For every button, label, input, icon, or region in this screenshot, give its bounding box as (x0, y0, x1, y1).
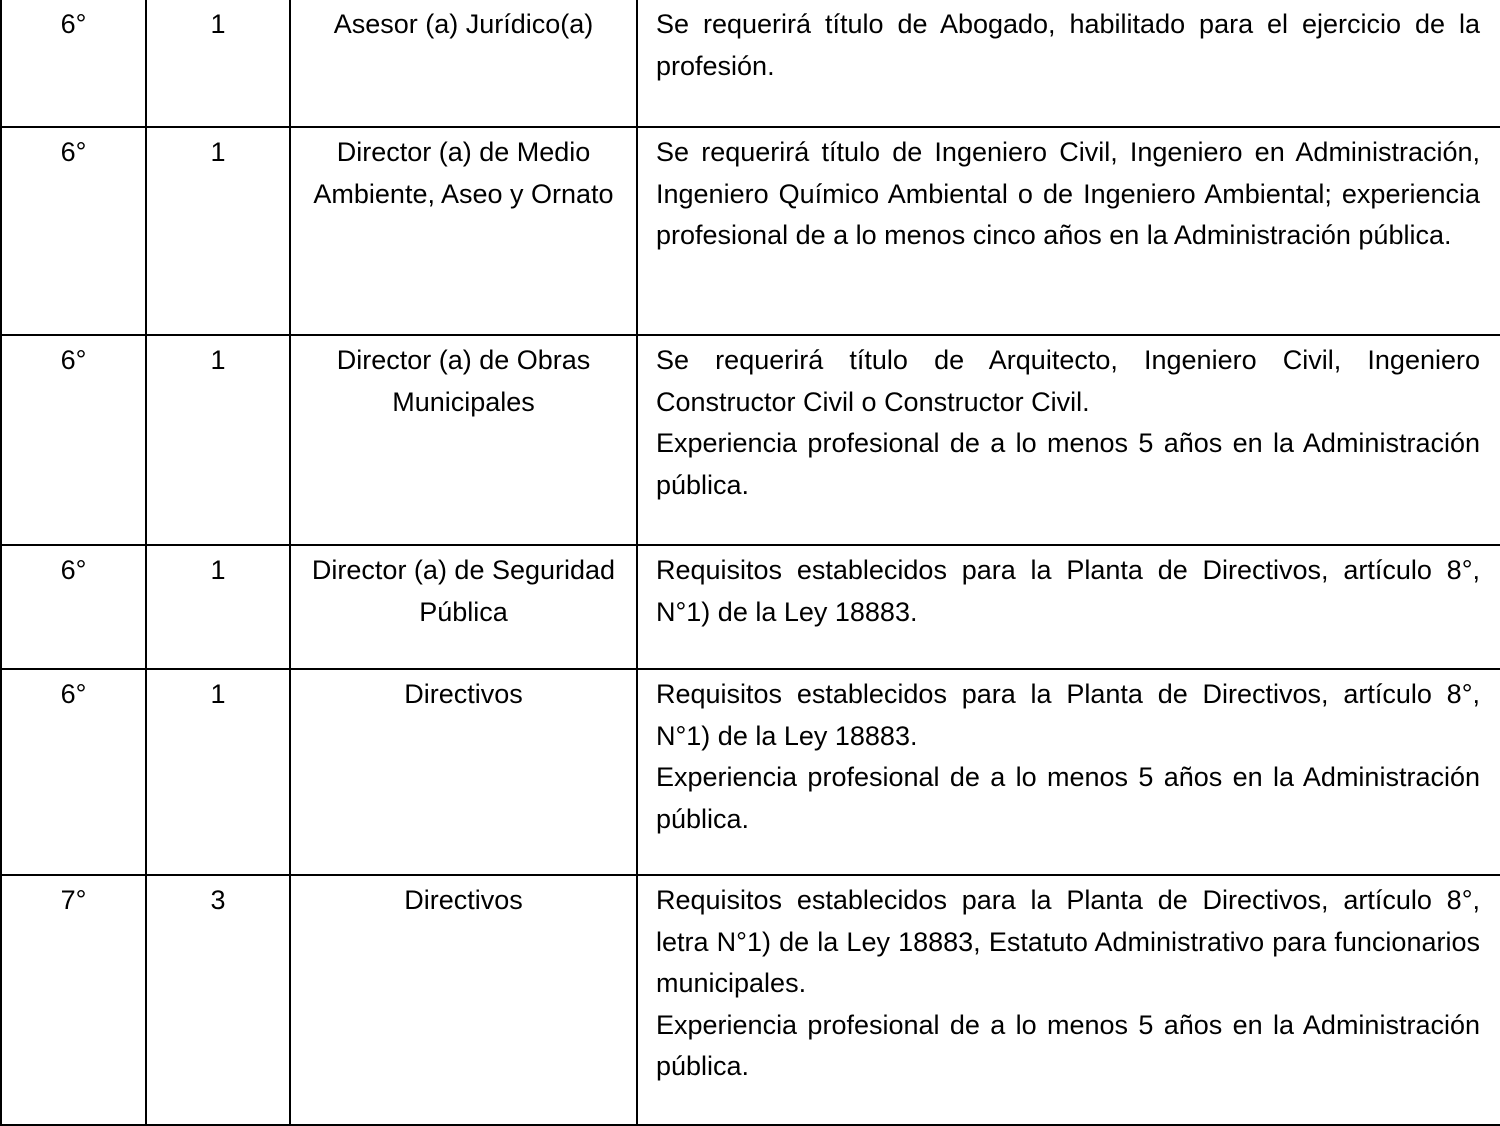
cantidad-cell: 1 (146, 127, 290, 335)
requisitos-cell (637, 335, 1500, 545)
requisitos-cell (637, 669, 1500, 875)
requisito-text: Experiencia profesional de a lo menos 5 años en la Administración pública. (656, 762, 1480, 834)
grado-cell: 7° (1, 875, 146, 1125)
table-row (1, 335, 1500, 545)
requisito-text: Se requerirá título de Arquitecto, Ingeniero Civil, Ingeniero Constructor Civil o Constructor Civil. (656, 345, 1480, 417)
grado-cell: 6° (1, 669, 146, 875)
requisito-text: Experiencia profesional de a lo menos 5 años en la Administración pública. (656, 1009, 1480, 1081)
grado-cell: 6° (1, 335, 146, 545)
requisito-text: Se requerirá título de Ingeniero Civil, Ingeniero en Administración, Ingeniero Químico Ambiental o de Ingeniero Ambiental; experiencia profesional de a lo menos cinco años en la Administración pública. (656, 137, 1480, 250)
table-row (1, 0, 1500, 127)
table-row (1, 669, 1500, 875)
cargo-cell: Asesor (a) Jurídico(a) (290, 0, 637, 127)
table-row (1, 545, 1500, 669)
requisitos-cell (637, 127, 1500, 335)
cantidad-cell: 1 (146, 0, 290, 127)
requisito-text: Requisitos establecidos para la Planta de Directivos, artículo 8°, letra N°1) de la Ley 18883, Estatuto Administrativo para funcionarios municipales. (656, 885, 1480, 998)
cargo-cell: Directivos (290, 669, 637, 875)
table-row (1, 127, 1500, 335)
requisitos-cell (637, 545, 1500, 669)
cargo-cell: Director (a) de Seguridad Pública (290, 545, 637, 669)
requisitos-cell (637, 0, 1500, 127)
cantidad-cell: 1 (146, 545, 290, 669)
cantidad-cell: 1 (146, 669, 290, 875)
table-row (1, 875, 1500, 1125)
grado-cell: 6° (1, 545, 146, 669)
cantidad-cell: 3 (146, 875, 290, 1125)
requisitos-cell (637, 875, 1500, 1125)
grado-cell: 6° (1, 127, 146, 335)
requisito-text: Requisitos establecidos para la Planta de Directivos, artículo 8°, N°1) de la Ley 18883. (656, 679, 1480, 751)
cargo-cell: Director (a) de Obras Municipales (290, 335, 637, 545)
requisito-text: Requisitos establecidos para la Planta de Directivos, artículo 8°, N°1) de la Ley 18883. (656, 555, 1480, 627)
cargo-cell: Director (a) de Medio Ambiente, Aseo y Ornato (290, 127, 637, 335)
cargo-cell: Directivos (290, 875, 637, 1125)
requisito-text: Se requerirá título de Abogado, habilitado para el ejercicio de la profesión. (656, 9, 1480, 81)
cantidad-cell: 1 (146, 335, 290, 545)
requisito-text: Experiencia profesional de a lo menos 5 años en la Administración pública. (656, 428, 1480, 500)
grado-cell: 6° (1, 0, 146, 127)
